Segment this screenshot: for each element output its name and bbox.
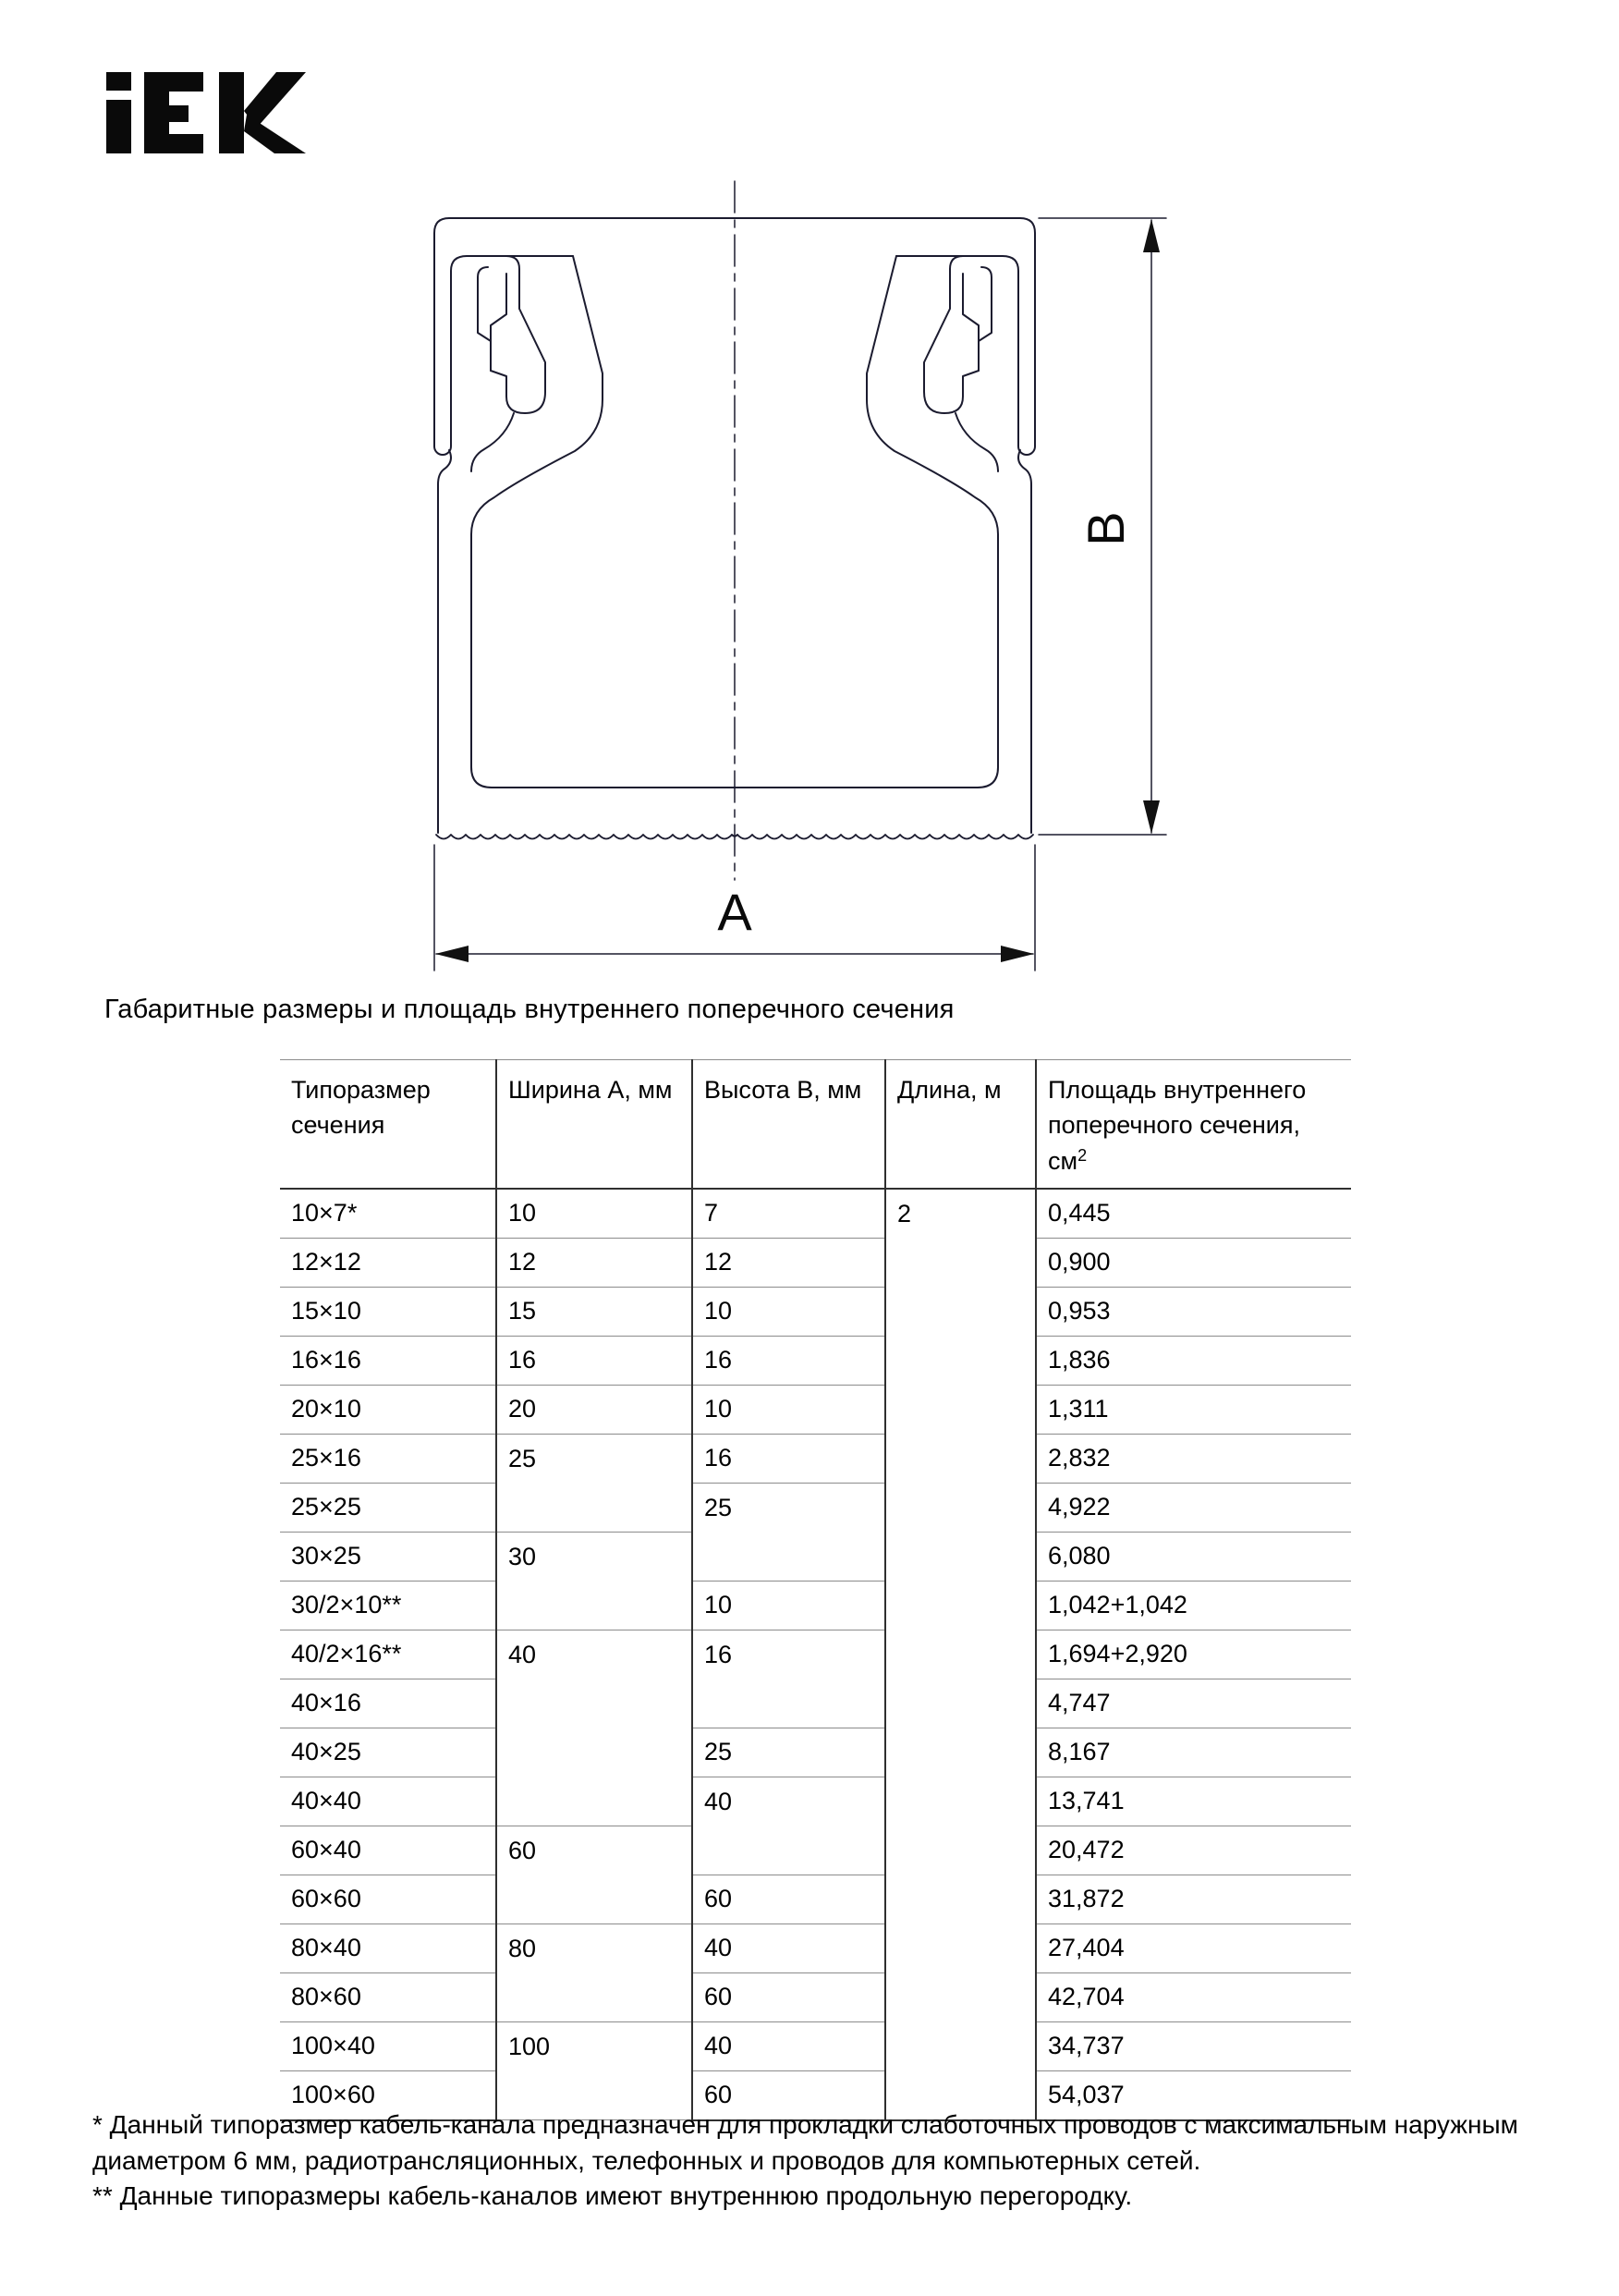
table-row <box>280 1287 1351 1336</box>
cover-outer-line <box>434 218 735 446</box>
header-area-text: Площадь внутреннего поперечного сечения, см <box>1048 1076 1307 1175</box>
cover-inner-line <box>434 256 573 455</box>
dimension-b-label: B <box>1077 511 1135 546</box>
cell-area: 4,747 <box>1036 1679 1351 1728</box>
cell-area: 1,311 <box>1036 1385 1351 1434</box>
cell-area: 8,167 <box>1036 1728 1351 1777</box>
table-row <box>280 1189 1351 1239</box>
table-row <box>280 1630 1351 1679</box>
cell-width: 20 <box>496 1385 692 1434</box>
cell-size: 100×40 <box>280 2021 496 2070</box>
cell-height: 7 <box>692 1189 885 1239</box>
table-row <box>280 1924 1351 1972</box>
cell-area: 1,042+1,042 <box>1036 1581 1351 1630</box>
cell-width: 12 <box>496 1238 692 1287</box>
footnote-double-star: ** Данные типоразмеры кабель-каналов имеют внутреннюю продольную перегородку. <box>92 2181 1133 2211</box>
latch-tooth <box>491 274 506 371</box>
cell-area: 2,832 <box>1036 1434 1351 1483</box>
cell-height: 10 <box>692 1385 885 1434</box>
table-row <box>280 1483 1351 1532</box>
table-row <box>280 1875 1351 1924</box>
serrated-bottom-edge <box>436 835 737 839</box>
cell-size: 40×25 <box>280 1728 496 1777</box>
cell-area: 1,836 <box>1036 1336 1351 1385</box>
header-area <box>1036 1060 1351 1189</box>
cell-size: 60×40 <box>280 1826 496 1875</box>
cell-size: 40×16 <box>280 1679 496 1728</box>
cell-area: 0,953 <box>1036 1287 1351 1336</box>
cell-size: 12×12 <box>280 1238 496 1287</box>
cell-area: 42,704 <box>1036 1972 1351 2021</box>
table-row <box>280 1728 1351 1777</box>
dimension-a-label: A <box>717 883 752 941</box>
cell-size: 60×60 <box>280 1875 496 1924</box>
cell-size: 40×40 <box>280 1777 496 1826</box>
cell-area: 34,737 <box>1036 2021 1351 2070</box>
cell-height: 10 <box>692 1287 885 1336</box>
header-size: Типоразмер сечения <box>280 1060 496 1189</box>
cell-size: 25×16 <box>280 1434 496 1483</box>
table-row <box>280 2021 1351 2070</box>
cell-height: 25 <box>692 1728 885 1777</box>
cell-height: 60 <box>692 1875 885 1924</box>
cell-area: 0,900 <box>1036 1238 1351 1287</box>
table-row <box>280 1434 1351 1483</box>
cell-height: 12 <box>692 1238 885 1287</box>
table-row <box>280 1777 1351 1826</box>
cell-size: 20×10 <box>280 1385 496 1434</box>
dim-a-arrow-left <box>435 946 469 962</box>
cell-width: 60 <box>496 1826 692 1924</box>
cell-area: 0,445 <box>1036 1189 1351 1239</box>
footnotes <box>92 2107 1520 2215</box>
table-row <box>280 1581 1351 1630</box>
cell-width: 10 <box>496 1189 692 1239</box>
latch-under-curve <box>471 413 514 471</box>
cell-width: 15 <box>496 1287 692 1336</box>
cell-height: 60 <box>692 1972 885 2021</box>
cell-area: 1,694+2,920 <box>1036 1630 1351 1679</box>
cell-size: 25×25 <box>280 1483 496 1532</box>
cell-area: 31,872 <box>1036 1875 1351 1924</box>
cell-area: 13,741 <box>1036 1777 1351 1826</box>
cell-area: 20,472 <box>1036 1826 1351 1875</box>
cell-size: 30×25 <box>280 1532 496 1581</box>
cell-height: 25 <box>692 1483 885 1581</box>
body-outer-wall <box>438 450 451 833</box>
profile-right-half <box>732 218 1035 839</box>
dim-a-arrow-right <box>1001 946 1034 962</box>
section-title: Габаритные размеры и площадь внутреннего поперечного сечения <box>104 995 955 1024</box>
table-row <box>280 1238 1351 1287</box>
cell-width: 100 <box>496 2021 692 2120</box>
cell-area: 4,922 <box>1036 1483 1351 1532</box>
table-row <box>280 1336 1351 1385</box>
header-area-superscript: 2 <box>1077 1145 1088 1165</box>
cell-size: 80×40 <box>280 1924 496 1972</box>
table-row <box>280 1972 1351 2021</box>
cell-area: 27,404 <box>1036 1924 1351 1972</box>
cell-size: 40/2×16** <box>280 1630 496 1679</box>
cell-height: 60 <box>692 2070 885 2120</box>
body-inner-wall <box>471 256 735 788</box>
header-width: Ширина А, мм <box>496 1060 692 1189</box>
cell-height: 16 <box>692 1434 885 1483</box>
dim-b-arrow-down <box>1143 800 1160 834</box>
cell-width: 30 <box>496 1532 692 1630</box>
header-length: Длина, м <box>885 1060 1036 1189</box>
cell-width: 16 <box>496 1336 692 1385</box>
cell-area: 54,037 <box>1036 2070 1351 2120</box>
dim-b-arrow-up <box>1143 219 1160 252</box>
cell-height: 40 <box>692 1777 885 1875</box>
table-header-row <box>280 1060 1351 1189</box>
table-row <box>280 1385 1351 1434</box>
profile-left-half <box>434 218 737 839</box>
cell-height: 40 <box>692 2021 885 2070</box>
latch-hook <box>478 256 545 413</box>
cell-width: 40 <box>496 1630 692 1826</box>
dimensions-table-wrap <box>280 1059 1351 2121</box>
cross-section-diagram <box>0 0 1619 1035</box>
cell-size: 30/2×10** <box>280 1581 496 1630</box>
dimensions-table <box>280 1059 1351 2121</box>
cell-size: 15×10 <box>280 1287 496 1336</box>
cell-height: 16 <box>692 1630 885 1728</box>
cell-length: 2 <box>885 1189 1036 2120</box>
cell-area: 6,080 <box>1036 1532 1351 1581</box>
footnote-single-star: * Данный типоразмер кабель-канала предназначен для прокладки слаботочных проводов с максимальным наружным диаметром 6 мм, радиотрансляционных, телефонных и проводов для компьютерных сетей. <box>92 2110 1518 2175</box>
cell-size: 10×7* <box>280 1189 496 1239</box>
cell-height: 10 <box>692 1581 885 1630</box>
header-height: Высота В, мм <box>692 1060 885 1189</box>
cell-size: 16×16 <box>280 1336 496 1385</box>
cell-height: 16 <box>692 1336 885 1385</box>
cell-height: 40 <box>692 1924 885 1972</box>
cell-width: 25 <box>496 1434 692 1532</box>
cell-size: 80×60 <box>280 1972 496 2021</box>
cell-width: 80 <box>496 1924 692 2021</box>
cell-size: 100×60 <box>280 2070 496 2120</box>
